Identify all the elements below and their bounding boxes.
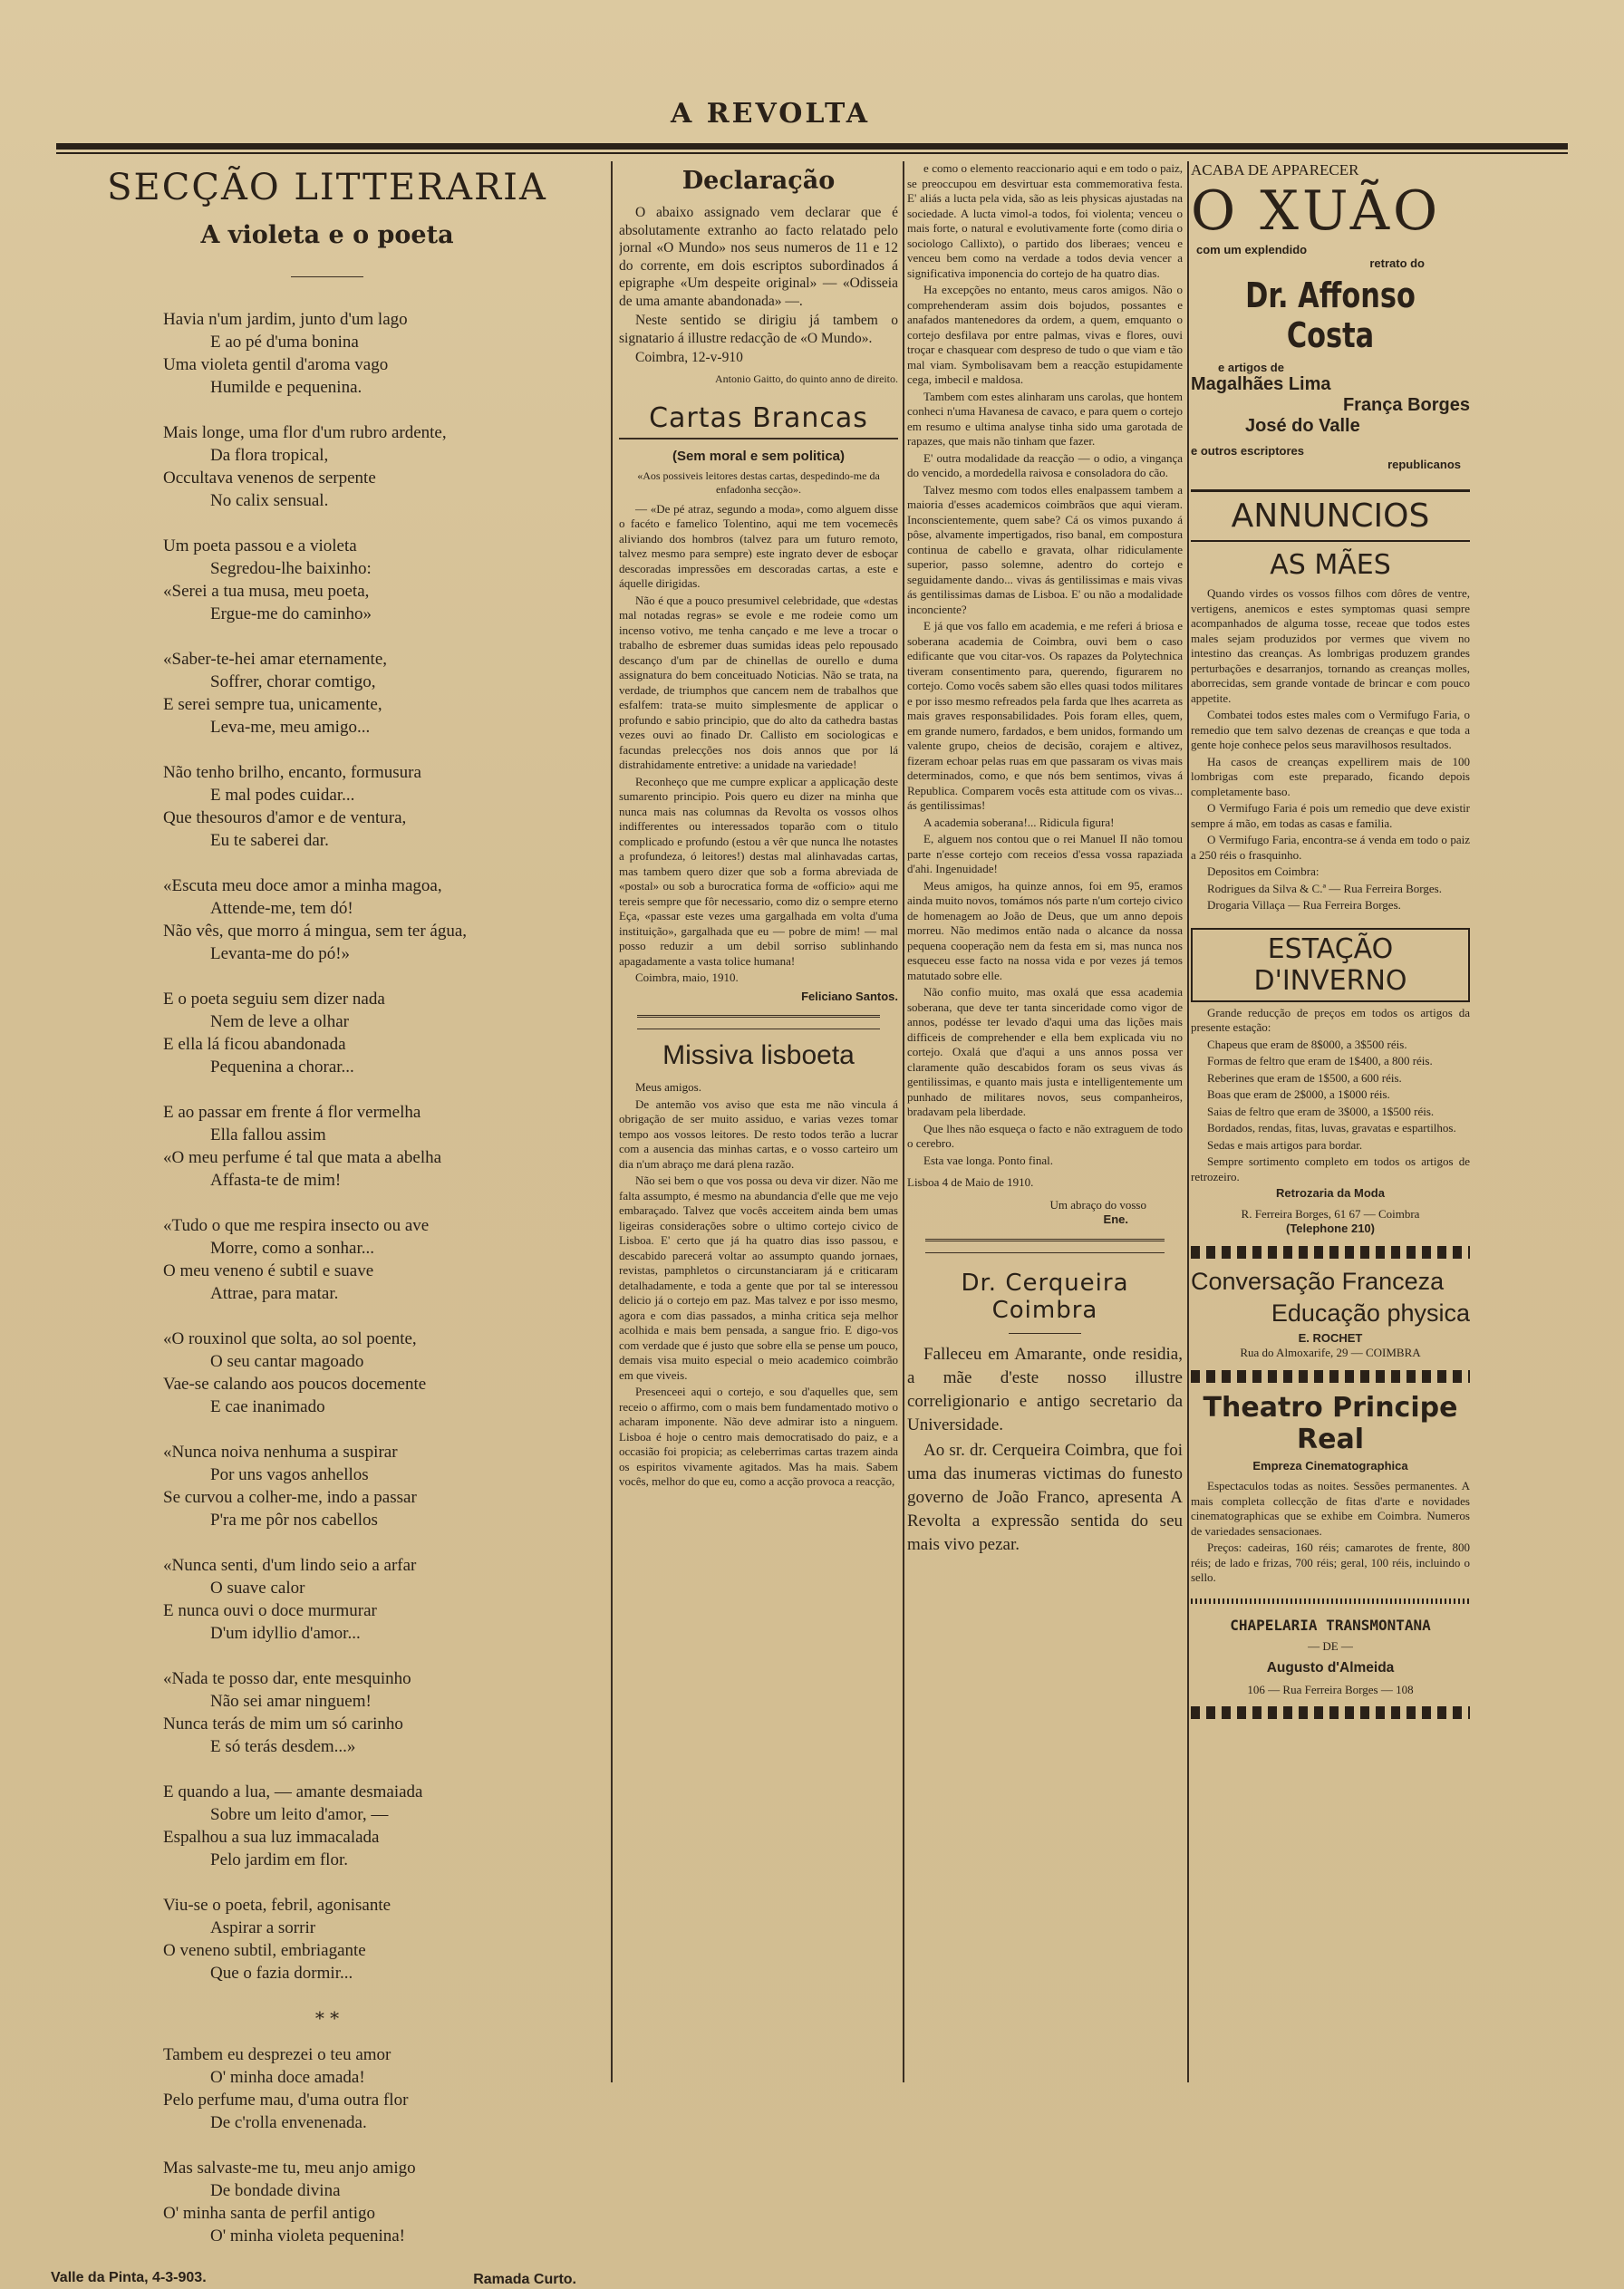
poem-line: «Escuta meu doce amor a minha magoa, (163, 876, 442, 895)
poem-line: Humilde e pequenina. (210, 378, 362, 397)
poem-line: «Nunca senti, d'um lindo seio a arfar (163, 1556, 417, 1575)
poem-line: Nem de leve a olhar (210, 1012, 349, 1031)
stanza (163, 308, 604, 399)
ad-augusto-address: 106 — Rua Ferreira Borges — 108 (1247, 1682, 1414, 1696)
paragraph: O Vermifugo Faria, encontra-se á venda em todo o paiz a 250 réis o frasquinho. (1191, 833, 1470, 862)
ornament-rule (925, 1239, 1165, 1253)
ad-retrozaria: Retrozaria da Moda (1276, 1186, 1385, 1200)
paragraph: Reconheço que me cumpre explicar a applicação deste sumarento principio. Pois quero eu dizer na minha que nunca mais nas columnas da Revolta os vossos olhos indifferentes ou interessados toparão com o titulo complicado e profundo (estou a vêr que nunca lhe notastes a profundeza, ó leitores!) destas mal alinhavadas cartas, mas tambem quero dizer que sob a forma abreviada de «postal» ou sob a burocratica forma de «officio» aqui me tereis sempre que fôr necessario, como diz o sempre eterno Eça, «passar este vezes uma gargalhada em volta d'uma instituição», gargalhada que eu — pobre de mim! — mal posso reduzir a um debil sorriso sublinhando apagadamente a vasta tolice humana! (619, 774, 898, 968)
poem-line: «Serei a tua musa, meu poeta, (163, 582, 370, 601)
ornament-band (1191, 1706, 1470, 1719)
poem-line: Affasta-te de mim! (210, 1171, 342, 1190)
ad-artigos: e artigos de (1218, 361, 1284, 374)
declaracao-title: Declaração (682, 167, 836, 195)
ornament-rule (637, 1015, 880, 1029)
cerqueira-body (907, 1343, 1183, 1557)
stanza (163, 1328, 604, 1418)
missiva-title: Missiva lisboeta (662, 1040, 855, 1070)
poem-line: Mais longe, uma flor d'um rubro ardente, (163, 423, 447, 442)
poem-line: «O meu perfume é tal que mata a abelha (163, 1148, 442, 1167)
poem-line: P'ra me pôr nos cabellos (210, 1511, 378, 1530)
ad-franca: França Borges (1342, 395, 1470, 415)
poem-line: De c'rolla envenenada. (210, 2113, 367, 2132)
asterism: * * (314, 2007, 340, 2029)
ad-theatro-body (1191, 1479, 1470, 1586)
missiva-signature: Ene. (1103, 1212, 1128, 1226)
ad-retrato: retrato do (1369, 256, 1425, 270)
ad-outros: e outros escriptores (1191, 444, 1304, 458)
poem-line: Vae-se calando aos poucos docemente (163, 1375, 427, 1394)
paragraph: Tambem com estes alinharam uns carolas, que hontem conheci n'uma Havanesa de cavaco, e para quem o cortejo em resumo e ultima analyse tinha sido uma garotada de rapazes, que mais não tinham que fazer. (907, 389, 1183, 448)
poem-line: Ella fallou assim (210, 1125, 326, 1144)
paragraph: O abaixo assignado vem declarar que é absolutamente extranho ao facto relatado pelo jornal «O Mundo» nos seus numeros de 11 e 12 do corrente, em dois escriptos subordinados á epigraphe «Um despeite original» — «Odisseia de uma amante abandonada» —. (619, 205, 898, 309)
poem-line: Levanta-me do pó!» (210, 944, 351, 963)
poem-line: E quando a lua, — amante desmaiada (163, 1782, 423, 1801)
poem-line: Que thesouros d'amor e de ventura, (163, 808, 407, 827)
paragraph: Não sei bem o que vos possa ou deva vir dizer. Não me falta assumpto, é mesmo na abundancia d'elle que me vejo embaraçado. Talvez que vocês acceitem ainda bem umas ligeiras considerações sobre o ultimo cortejo civico de Lisboa. E' certo que já ha quatro dias isso passou, e descabido parecerá voltar ao assumpto quando jornaes, revistas, pamphletos o circunstanciaram já e criticaram detalhadamente, e toda a gente que por tal se interessou delicio já o cortejo em paz. Mas talvez e por isso mesmo, agora e com dias passados, a minha critica seja melhor acolhida e mais bem pensada, a sangue frio. E digo-vos com verdade que é justo que sobre ella se pense um pouco, demais visa muito especial o meio academico coimbrão em que viveis. (619, 1173, 898, 1382)
paragraph: Ha excepções no entanto, meus caros amigos. Não o comprehenderam assim dois bojudos, possantes e anafados mantenedores da ordem, a quem, emquanto o cortejo desfilava por entre palmas, vivas e flores, ouvi troçar e chasquear com despreso de tudo o que viam e tão mal viam. Symbolisavam bem a reacção estupidamente cega, imbecil e maldosa. (907, 283, 1183, 386)
paragraph: Presenceei aqui o cortejo, e sou d'aquelles que, sem receio o affirmo, com o mais bem fundamentado motivo o acharam imponente. Não deve admirar isto a ninguem. Lisboa é hoje o centro mais democratisado do paiz, e a occasião foi propicia; as celeberrimas cartas trazem ainda os espiritos vivamente agitados. Mas ha mais. Sabem vocês, melhor do que eu, como a acção provoca a reacção, (619, 1385, 898, 1488)
ad-telephone: (Telephone 210) (1285, 1222, 1375, 1235)
poem-line: D'um idyllio d'amor... (210, 1624, 361, 1643)
poem-line: O' minha violeta pequenina! (210, 2226, 405, 2246)
stanza (163, 1781, 604, 1871)
paragraph: Quando virdes os vossos filhos com dôres de ventre, vertigens, anemicos e estes symptomas quasi sempre acompanhados de alguma tosse, receae que todos estes males sejam produzidos por vermes que vivem no intestino das creanças. As lombrigas produzem grandes perturbações e desarranjos, tornando as creanças molles, aborrecidas, sem grande vontade de brincar e com pouco appetite. (1191, 586, 1470, 705)
paragraph: Falleceu em Amarante, onde residia, a mãe d'este nosso illustre correligionario e antigo secretario da Universidade. (907, 1344, 1183, 1434)
poem-line: E o poeta seguiu sem dizer nada (163, 990, 385, 1009)
poem-line: Sobre um leito d'amor, — (210, 1805, 389, 1824)
poem-line: Eu te saberei dar. (210, 831, 329, 850)
ad-acaba: ACABA DE APPARECER (1191, 161, 1359, 179)
poem-line: E ao pé d'uma bonina (210, 333, 359, 352)
paragraph: Boas que eram de 2$000, a 1$000 réis. (1207, 1087, 1390, 1101)
poem-line: «Nada te posso dar, ente mesquinho (163, 1669, 411, 1688)
paragraph: Depositos em Coimbra: (1207, 864, 1320, 878)
poem-line: Não sei amar ninguem! (210, 1692, 372, 1711)
paragraph: Drogaria Villaça — Rua Ferreira Borges. (1207, 898, 1401, 912)
stanza (163, 988, 604, 1078)
column-rule-2 (903, 161, 904, 2082)
ornament-band (1191, 1370, 1470, 1383)
cartas-title: Cartas Brancas (619, 402, 898, 439)
cartas-signature: Feliciano Santos. (801, 989, 898, 1003)
missiva-date: Lisboa 4 de Maio de 1910. (907, 1175, 1034, 1189)
poem-line: O' minha doce amada! (210, 2068, 365, 2087)
ad-augusto: Augusto d'Almeida (1266, 1660, 1395, 1676)
masthead: A REVOLTA (671, 98, 871, 130)
stanza (163, 2043, 604, 2134)
poem-line: «O rouxinol que solta, ao sol poente, (163, 1329, 417, 1348)
paragraph: Formas de feltro que eram de 1$400, a 800 réis. (1207, 1054, 1433, 1067)
paragraph: Saias de feltro que eram de 3$000, a 1$500 réis. (1207, 1104, 1435, 1118)
paragraph: O Vermifugo Faria é pois um remedio que deve existir sempre á mão, em todas as casas e familia. (1191, 801, 1470, 830)
ad-maes-title: AS MÃES (1270, 549, 1391, 581)
ad-affonso-costa: Dr. Affonso Costa (1245, 275, 1416, 355)
poem-line: Espalhou a sua luz immacalada (163, 1828, 380, 1847)
column-missiva-cont (907, 161, 1183, 1559)
cartas-epigraph: «Aos possiveis leitores destas cartas, despedindo-me da enfadonha secção». (637, 468, 880, 496)
poem-line: E mal podes cuidar... (210, 786, 355, 805)
paragraph: Reberines que eram de 1$500, a 600 réis. (1207, 1070, 1402, 1085)
stripe-rule (1191, 1598, 1470, 1604)
poem-line: E ella lá ficou abandonada (163, 1035, 346, 1054)
poem-line: Occultava venenos de serpente (163, 468, 376, 488)
poem-line: Pelo perfume mau, d'uma outra flor (163, 2091, 409, 2110)
paragraph: Talvez mesmo com todos elles enalpassem tambem a maioria d'esses academicos coimbrãos que aqui vieram. Inconscientemente, quem sabe? Cá os vimos puxando á pôse, alvamente impertigados, riso banal, em compostura continua de cabello e gravata, olhar ridiculamente superior, passo solemne, adentro do cortejo e seguidamente dando... vivas ás gentilissimas e mais vivas ás gentilissimas damas de Lisboa. E' ou não a modalidade inconciente? (907, 482, 1183, 616)
ad-estacao-body (1191, 1006, 1470, 1185)
paragraph: E já que vos fallo em academia, e me referi á briosa e soberana academia de Coimbra, ouvi bem o caso edificante que vou citar-vos. Os rapazes da Polytechnica tiveram consentimento para, querendo, figurarem no cortejo. Como vocês sabem são elles quasi todos militares e por isso mesmo refreados pela farda que lhes acarreta as mais graves responsabilidades. Pois foram elles, quem, em grande numero, fardados, e bem unidos, formando um valente grupo, cheios de decisão, corajem e altivez, fizeram echoar pelas ruas em que passaram os vivas mais determinados, como, e que nós bem sentimos, vivas á Republica. Comparem vocês esta attitude com os vivas... ás gentilissimas! (907, 619, 1183, 812)
stanza (163, 2157, 604, 2247)
ad-conversacao: Conversação Franceza (1191, 1267, 1445, 1295)
poem-line: De bondade divina (210, 2181, 341, 2200)
ad-com-um: com um explendido (1196, 243, 1308, 256)
missiva-continuation (907, 161, 1183, 1168)
paragraph: Que lhes não esqueça o facto e não extraguem de todo o cerebro. (907, 1121, 1183, 1150)
poem-line: Que o fazia dormir... (210, 1964, 353, 1983)
poem-line: E serei sempre tua, unicamente, (163, 695, 382, 714)
poem-line: Attrae, para matar. (210, 1284, 339, 1303)
ad-de: — DE — (1308, 1638, 1353, 1653)
paragraph: Esta vae longa. Ponto final. (923, 1153, 1053, 1167)
stanza (163, 1101, 604, 1192)
poem-line: Segredou-lhe baixinho: (210, 559, 372, 578)
poem-line: Mas salvaste-me tu, meu anjo amigo (163, 2159, 416, 2178)
stanza (163, 648, 604, 739)
poem-line: Leva-me, meu amigo... (210, 718, 371, 737)
paragraph: Sedas e mais artigos para bordar. (1207, 1137, 1363, 1152)
poem-line: «Tudo o que me respira insecto ou ave (163, 1216, 430, 1235)
poem-line: Aspirar a sorrir (210, 1918, 316, 1937)
poem-line: Não tenho brilho, encanto, formusura (163, 763, 421, 782)
poem-line: Morre, como a sonhar... (210, 1239, 374, 1258)
column-rule-3 (1187, 161, 1189, 2082)
paragraph: Combatei todos estes males com o Vermifugo Faria, o remedio que tem salvo dezenas de creanças e que toda a gente hoje conhece pelos seus maravilhosos resultados. (1191, 708, 1470, 751)
poem-line: Pelo jardim em flor. (210, 1850, 348, 1869)
ad-maes-body (1191, 586, 1470, 913)
paragraph: E' outra modalidade da reacção — o odio, a vingança do vencido, a mordedella raivosa e consoladora do cão. (907, 450, 1183, 479)
ad-empreza: Empreza Cinematographica (1252, 1458, 1408, 1473)
ad-republicanos: republicanos (1387, 458, 1461, 471)
poem-line: E cae inanimado (210, 1397, 325, 1416)
poem-line: Havia n'um jardim, junto d'um lago (163, 310, 408, 329)
poem-line: Um poeta passou e a violeta (163, 536, 357, 555)
poem-line: O seu cantar magoado (210, 1352, 364, 1371)
poem-title: A violeta e o poeta (200, 221, 454, 249)
poem-line: Soffrer, chorar comtigo, (210, 672, 376, 691)
paragraph: Rodrigues da Silva & C.ª — Rua Ferreira Borges. (1207, 881, 1442, 895)
poem-line: E nunca ouvi o doce murmurar (163, 1601, 377, 1620)
top-rule-thin (56, 152, 1568, 154)
paragraph: Ao sr. dr. Cerqueira Coimbra, que foi uma das inumeras victimas do funesto governo de João Franco, apresenta A Revolta a expressão sentida do seu mais vivo pezar. (907, 1440, 1183, 1554)
poem-line: Tambem eu desprezei o teu amor (163, 2045, 392, 2064)
poem-line: Por uns vagos anhellos (210, 1465, 369, 1484)
missiva-body (619, 1080, 898, 1490)
declaracao-signature: Antonio Gaitto, do quinto anno de direito. (715, 372, 898, 385)
poem-line: Se curvou a colher-me, indo a passar (163, 1488, 417, 1507)
column-declaracao (619, 161, 898, 1492)
poem-line: O veneno subtil, embriagante (163, 1941, 366, 1960)
paragraph: Neste sentido se dirigiu já tambem o signatario á illustre redacção de «O Mundo». (619, 313, 898, 346)
poem-coda (51, 2043, 604, 2247)
cartas-body (619, 502, 898, 986)
divider (291, 276, 363, 277)
place-date: Valle da Pinta, 4-3-903. (51, 2270, 207, 2285)
poem-body (51, 308, 604, 1985)
poem-line: Pequenina a chorar... (210, 1058, 354, 1077)
annuncios-header: ANNUNCIOS (1191, 489, 1470, 542)
ad-jose: José do Valle (1245, 416, 1360, 436)
paragraph: Coimbra, 12-v-910 (635, 350, 743, 365)
ornament-band (1191, 1246, 1470, 1259)
stanza (163, 761, 604, 852)
column-rule-1 (611, 161, 613, 2082)
paragraph: Ha casos de creanças expellirem mais de 100 lombrigas com este preparado, ficando depois completamente baso. (1191, 754, 1470, 798)
paragraph: Bordados, rendas, fitas, luvas, gravatas e espartilhos. (1207, 1121, 1456, 1135)
poem-line: Attende-me, tem dó! (210, 899, 353, 918)
paragraph: Meus amigos. (635, 1080, 701, 1094)
paragraph: Chapeus que eram de 8$000, a 3$500 réis. (1207, 1037, 1407, 1051)
poem-line: E só terás desdem...» (210, 1737, 356, 1756)
paragraph: — «De pé atraz, segundo a moda», como alguem disse o facéto e famelico Tolentino, aqui me tem vocemecês aliviando dos hombros (talvez para um futuro remoto, talvez mesmo para sempre) este ingrato dever de esboçar descoradas impressões em descoradas cartas, a este e áquelle dirigidas. (619, 501, 898, 590)
ad-retrozaria-address: R. Ferreira Borges, 61 67 — Coimbra (1241, 1206, 1420, 1221)
stanza (163, 1214, 604, 1305)
ad-educacao: Educação physica (1271, 1299, 1470, 1327)
stanza (163, 421, 604, 512)
cartas-subtitle: (Sem moral e sem politica) (672, 448, 846, 464)
ad-rochet: E. ROCHET (1298, 1330, 1363, 1345)
paragraph: Grande reducção de preços em todos os artigos da presente estação: (1191, 1005, 1470, 1034)
top-rule (56, 143, 1568, 150)
ad-theatro-title: Theatro Principe Real (1203, 1391, 1458, 1455)
stanza (163, 1441, 604, 1531)
poem-line: «Nunca noiva nenhuma a suspirar (163, 1443, 398, 1462)
paragraph: Meus amigos, ha quinze annos, foi em 95, eramos ainda muito novos, tomámos nós parte n'um cortejo civico de homenagem ao João de Deus, que um anno depois morreu. Não medimos então nada o alcance da nossa pequena cooperação nem da festa em si, mas nunca nos esqueceu esse facto na nossa vida e por vezes já temos matutado sobre elle. (907, 878, 1183, 982)
poem-line: E ao passar em frente á flor vermelha (163, 1103, 421, 1122)
divider (1009, 1333, 1081, 1334)
stanza (163, 1554, 604, 1645)
ad-xuao-title: O XUÃO (1191, 179, 1442, 243)
ad-chapelaria: CHAPELARIA TRANSMONTANA (1230, 1616, 1431, 1634)
poem-line: Ergue-me do caminho» (210, 604, 372, 623)
poem-line: Da flora tropical, (210, 446, 329, 465)
ad-rochet-address: Rua do Almoxarife, 29 — COIMBRA (1240, 1346, 1421, 1359)
paragraph: De antemão vos aviso que esta me não vincula á obrigação de ser muito assiduo, e varias vezes tomar tempo aos vossos leitores. De resto todos terão a lucrar com a ausencia das minhas cartas, e o vosso carteiro um dia n'um abraço me dará plena razão. (619, 1096, 898, 1171)
poem-line: Não vês, que morro á mingua, sem ter água, (163, 922, 468, 941)
missiva-closing: Um abraço do vosso (1049, 1197, 1146, 1212)
paragraph: A academia soberana!... Ridicula figura! (923, 815, 1115, 829)
stanza (163, 874, 604, 965)
paragraph: Preços: cadeiras, 160 réis; camarotes de frente, 800 réis; de lado e frizas, 700 réis; geral, 100 réis, incluindo o sello. (1191, 1540, 1470, 1584)
author-signature: Ramada Curto. (473, 2272, 576, 2287)
ad-magalhaes: Magalhães Lima (1191, 374, 1331, 394)
poem-line: «Saber-te-hei amar eternamente, (163, 650, 388, 669)
poem-line: Nunca terás de mim um só carinho (163, 1714, 403, 1734)
column-ads (1191, 161, 1470, 1728)
column-literary (51, 161, 604, 2288)
poem-line: O meu veneno é subtil e suave (163, 1261, 374, 1280)
cerqueira-title: Dr. Cerqueira Coimbra (961, 1269, 1129, 1324)
paragraph: Espectaculos todas as noites. Sessões permanentes. A mais completa collecção de fitas d'arte e novidades cinematographicas que se exhibe em Coimbra. Numeros de variedades sensacionaes. (1191, 1479, 1470, 1538)
ad-estacao-title: ESTAÇÃO D'INVERNO (1191, 928, 1470, 1002)
paragraph: Não confio muito, mas oxalá que essa academia soberana, que deve ter tanta sinceridade como vigor de annos, podésse ter levado d'aqui uma das lições mais difficeis de comprehender e ella bem explicada viu no cortejo. Oxalá que d'aqui a uns annos possa ver claramente quão descabidos foram os seus vivas ás gentilissimas, e quanto mais justa e intelligentemente um punhado de militares novos, seus companheiros, bradavam pela liberdade. (907, 985, 1183, 1118)
paragraph: E, alguem nos contou que o rei Manuel II não tomou parte n'esse cortejo com receios d'essa vossa rapaziada d'ahi. Ingenuidade! (907, 832, 1183, 875)
stanza (163, 1667, 604, 1758)
poem-line: Viu-se o poeta, febril, agonisante (163, 1896, 392, 1915)
poem-line: O' minha santa de perfil antigo (163, 2204, 375, 2223)
paragraph: Coimbra, maio, 1910. (635, 971, 739, 984)
poem-line: No calix sensual. (210, 491, 329, 510)
declaracao-body (619, 204, 898, 367)
paragraph: Não é que a pouco presumivel celebridade, que «destas mal notadas regras» se evole e me rodeie como um incenso votivo, me tenha cançado e me leve a trocar o trabalho de esbremer duas sumidas ideas pelo repousado descanço d'um par de chinellas de ourello e duma assignatura do bem conceituado Noticias. Não se trata, na verdade, de triumphos que cancem nem de trabalhos que esfalfem: trata-se muito simplesmente de applicar o profundo e sabio principio, que do alto da cathedra bastas vezes ouvi ao finado Dr. Callisto em sociologicas e facundas prelecções nos dois annos que por lá distrahidamente entretive: a unidade na variedade! (619, 593, 898, 771)
section-title: SECÇÃO LITTERARIA (107, 167, 547, 208)
paragraph: e como o elemento reaccionario aqui e em todo o paiz, se preoccupou em desvirtuar esta commemorativa festa. E' aliás a lucta pela vida, são as leis physicas ajustadas na sociedade. A lucta vimol-a todos, foi violenta; venceu o mais forte, o natural e evolutivamente forte (como diria o sociologo Callixto), o partido dos liberaes; venceu e venceu bem como na verdade a todos devia vencer a significativa imponencia do cortejo de ha quatro dias. (907, 161, 1183, 280)
poem-line: O suave calor (210, 1579, 305, 1598)
stanza (163, 1894, 604, 1985)
paragraph: Sempre sortimento completo em todos os artigos de retrozeiro. (1191, 1154, 1470, 1183)
stanza (163, 535, 604, 625)
poem-line: Uma violeta gentil d'aroma vago (163, 355, 389, 374)
